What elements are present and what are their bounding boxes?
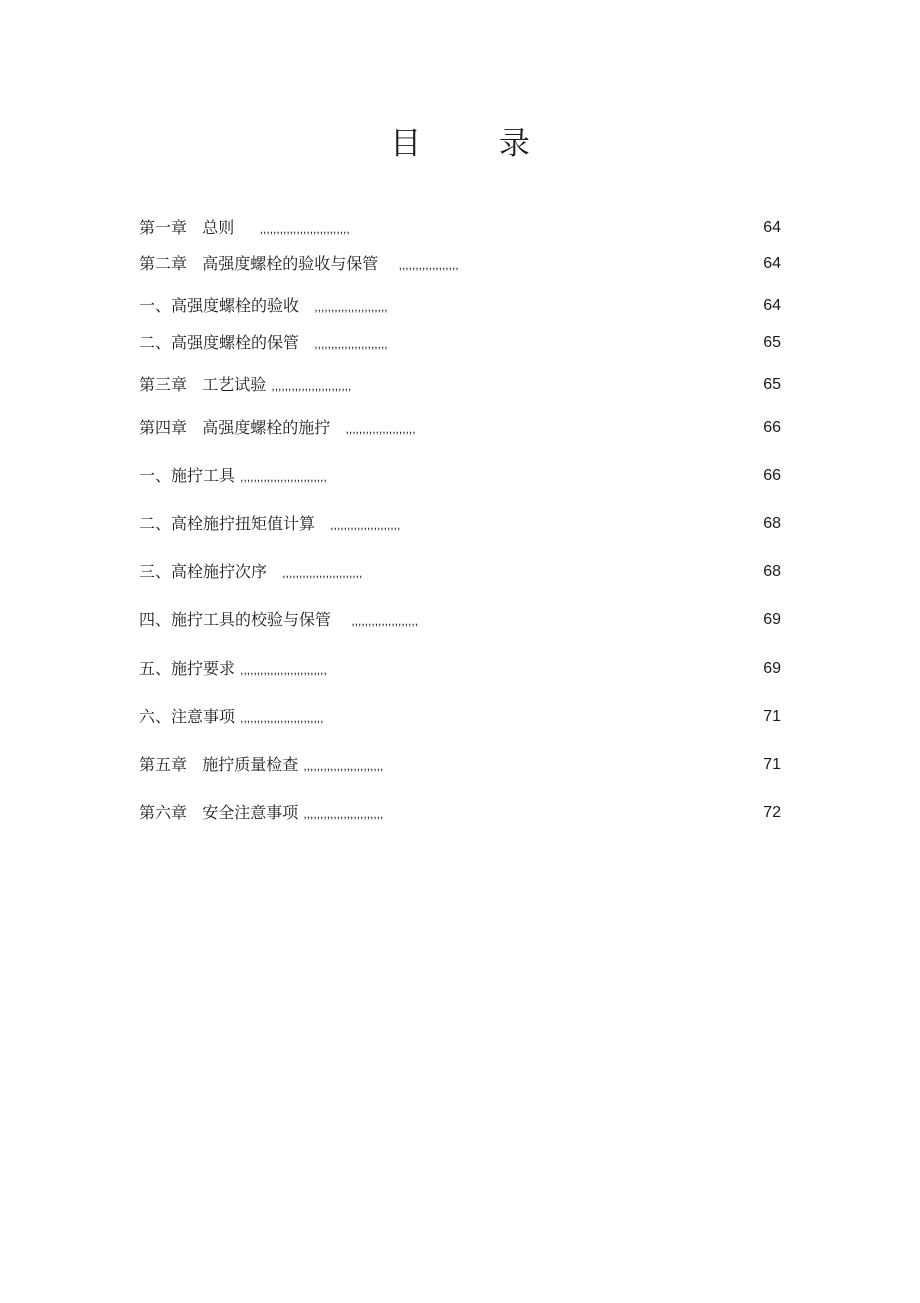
toc-entry[interactable] xyxy=(139,373,781,397)
page-title: 目 录 xyxy=(390,126,564,162)
toc-entry-title: 二、高栓施拧扭矩值计算 ,,,,,,,,,,,,,,,,,,,,, xyxy=(139,514,401,533)
toc-entry[interactable] xyxy=(139,216,781,240)
toc-entry-title: 六、注意事项 ,,,,,,,,,,,,,,,,,,,,,,,,, xyxy=(139,707,324,726)
dot-leader: ,,,,,,,,,,,,,,,,,,,,,,,, xyxy=(303,807,384,821)
dot-leader: ,,,,,,,,,,,,,,,,,, xyxy=(398,258,459,272)
toc-entry-title: 第六章 安全注意事项 ,,,,,,,,,,,,,,,,,,,,,,,, xyxy=(139,803,384,822)
toc-page-number: 68 xyxy=(763,515,781,532)
toc-entry[interactable] xyxy=(139,252,781,276)
toc-page-number: 64 xyxy=(763,219,781,236)
toc-entry-title: 一、高强度螺栓的验收 ,,,,,,,,,,,,,,,,,,,,,, xyxy=(139,296,388,315)
toc-page-number: 71 xyxy=(763,756,781,773)
dot-leader: ,,,,,,,,,,,,,,,,,,,,,,,,,, xyxy=(240,663,327,677)
dot-leader: ,,,,,,,,,,,,,,,,,,,,, xyxy=(345,422,416,436)
toc-entry[interactable] xyxy=(139,331,781,355)
toc-page-number: 69 xyxy=(763,611,781,628)
toc-page-number: 66 xyxy=(763,419,781,436)
dot-leader: ,,,,,,,,,,,,,,,,,,,,, xyxy=(330,518,401,532)
toc-entry[interactable] xyxy=(139,705,781,729)
toc-page-number: 64 xyxy=(763,297,781,314)
toc-page-number: 65 xyxy=(763,376,781,393)
toc-entry[interactable] xyxy=(139,416,781,440)
dot-leader: ,,,,,,,,,,,,,,,,,,,, xyxy=(351,614,419,628)
dot-leader: ,,,,,,,,,,,,,,,,,,,,,, xyxy=(314,337,388,351)
toc-entry[interactable] xyxy=(139,657,781,681)
toc-entry-title: 第五章 施拧质量检查 ,,,,,,,,,,,,,,,,,,,,,,,, xyxy=(139,755,384,774)
toc-entry-title: 四、施拧工具的校验与保管 ,,,,,,,,,,,,,,,,,,,, xyxy=(139,610,419,629)
toc-entry-title: 第四章 高强度螺栓的施拧 ,,,,,,,,,,,,,,,,,,,,, xyxy=(139,418,416,437)
toc-entry-title: 五、施拧要求 ,,,,,,,,,,,,,,,,,,,,,,,,,, xyxy=(139,659,327,678)
toc-entry[interactable] xyxy=(139,753,781,777)
toc-entry[interactable] xyxy=(139,608,781,632)
toc-page-number: 65 xyxy=(763,334,781,351)
toc-page-number: 71 xyxy=(763,708,781,725)
toc-entry[interactable] xyxy=(139,294,781,318)
toc-entry[interactable] xyxy=(139,560,781,584)
dot-leader: ,,,,,,,,,,,,,,,,,,,,,,,, xyxy=(282,566,363,580)
dot-leader: ,,,,,,,,,,,,,,,,,,,,,,,, xyxy=(303,759,384,773)
toc-entry-title: 二、高强度螺栓的保管 ,,,,,,,,,,,,,,,,,,,,,, xyxy=(139,333,388,352)
toc-entry[interactable] xyxy=(139,512,781,536)
toc-entry[interactable] xyxy=(139,464,781,488)
toc-entry[interactable] xyxy=(139,801,781,825)
toc-entry-title: 第一章 总则 ,,,,,,,,,,,,,,,,,,,,,,,,,,, xyxy=(139,218,350,237)
dot-leader: ,,,,,,,,,,,,,,,,,,,,,, xyxy=(314,300,388,314)
toc-entry-title: 第二章 高强度螺栓的验收与保管 ,,,,,,,,,,,,,,,,,, xyxy=(139,254,459,273)
dot-leader: ,,,,,,,,,,,,,,,,,,,,,,,,,, xyxy=(240,470,327,484)
toc-page-number: 64 xyxy=(763,255,781,272)
dot-leader: ,,,,,,,,,,,,,,,,,,,,,,,,,,, xyxy=(259,222,350,236)
toc-entry-title: 一、施拧工具 ,,,,,,,,,,,,,,,,,,,,,,,,,, xyxy=(139,466,327,485)
dot-leader: ,,,,,,,,,,,,,,,,,,,,,,,, xyxy=(271,379,352,393)
toc-entry-title: 第三章 工艺试验 ,,,,,,,,,,,,,,,,,,,,,,,, xyxy=(139,375,352,394)
toc-page-number: 69 xyxy=(763,660,781,677)
toc-page-number: 68 xyxy=(763,563,781,580)
dot-leader: ,,,,,,,,,,,,,,,,,,,,,,,,, xyxy=(240,711,324,725)
toc-entry-title: 三、高栓施拧次序 ,,,,,,,,,,,,,,,,,,,,,,,, xyxy=(139,562,363,581)
toc-page-number: 66 xyxy=(763,467,781,484)
toc-page-number: 72 xyxy=(763,804,781,821)
